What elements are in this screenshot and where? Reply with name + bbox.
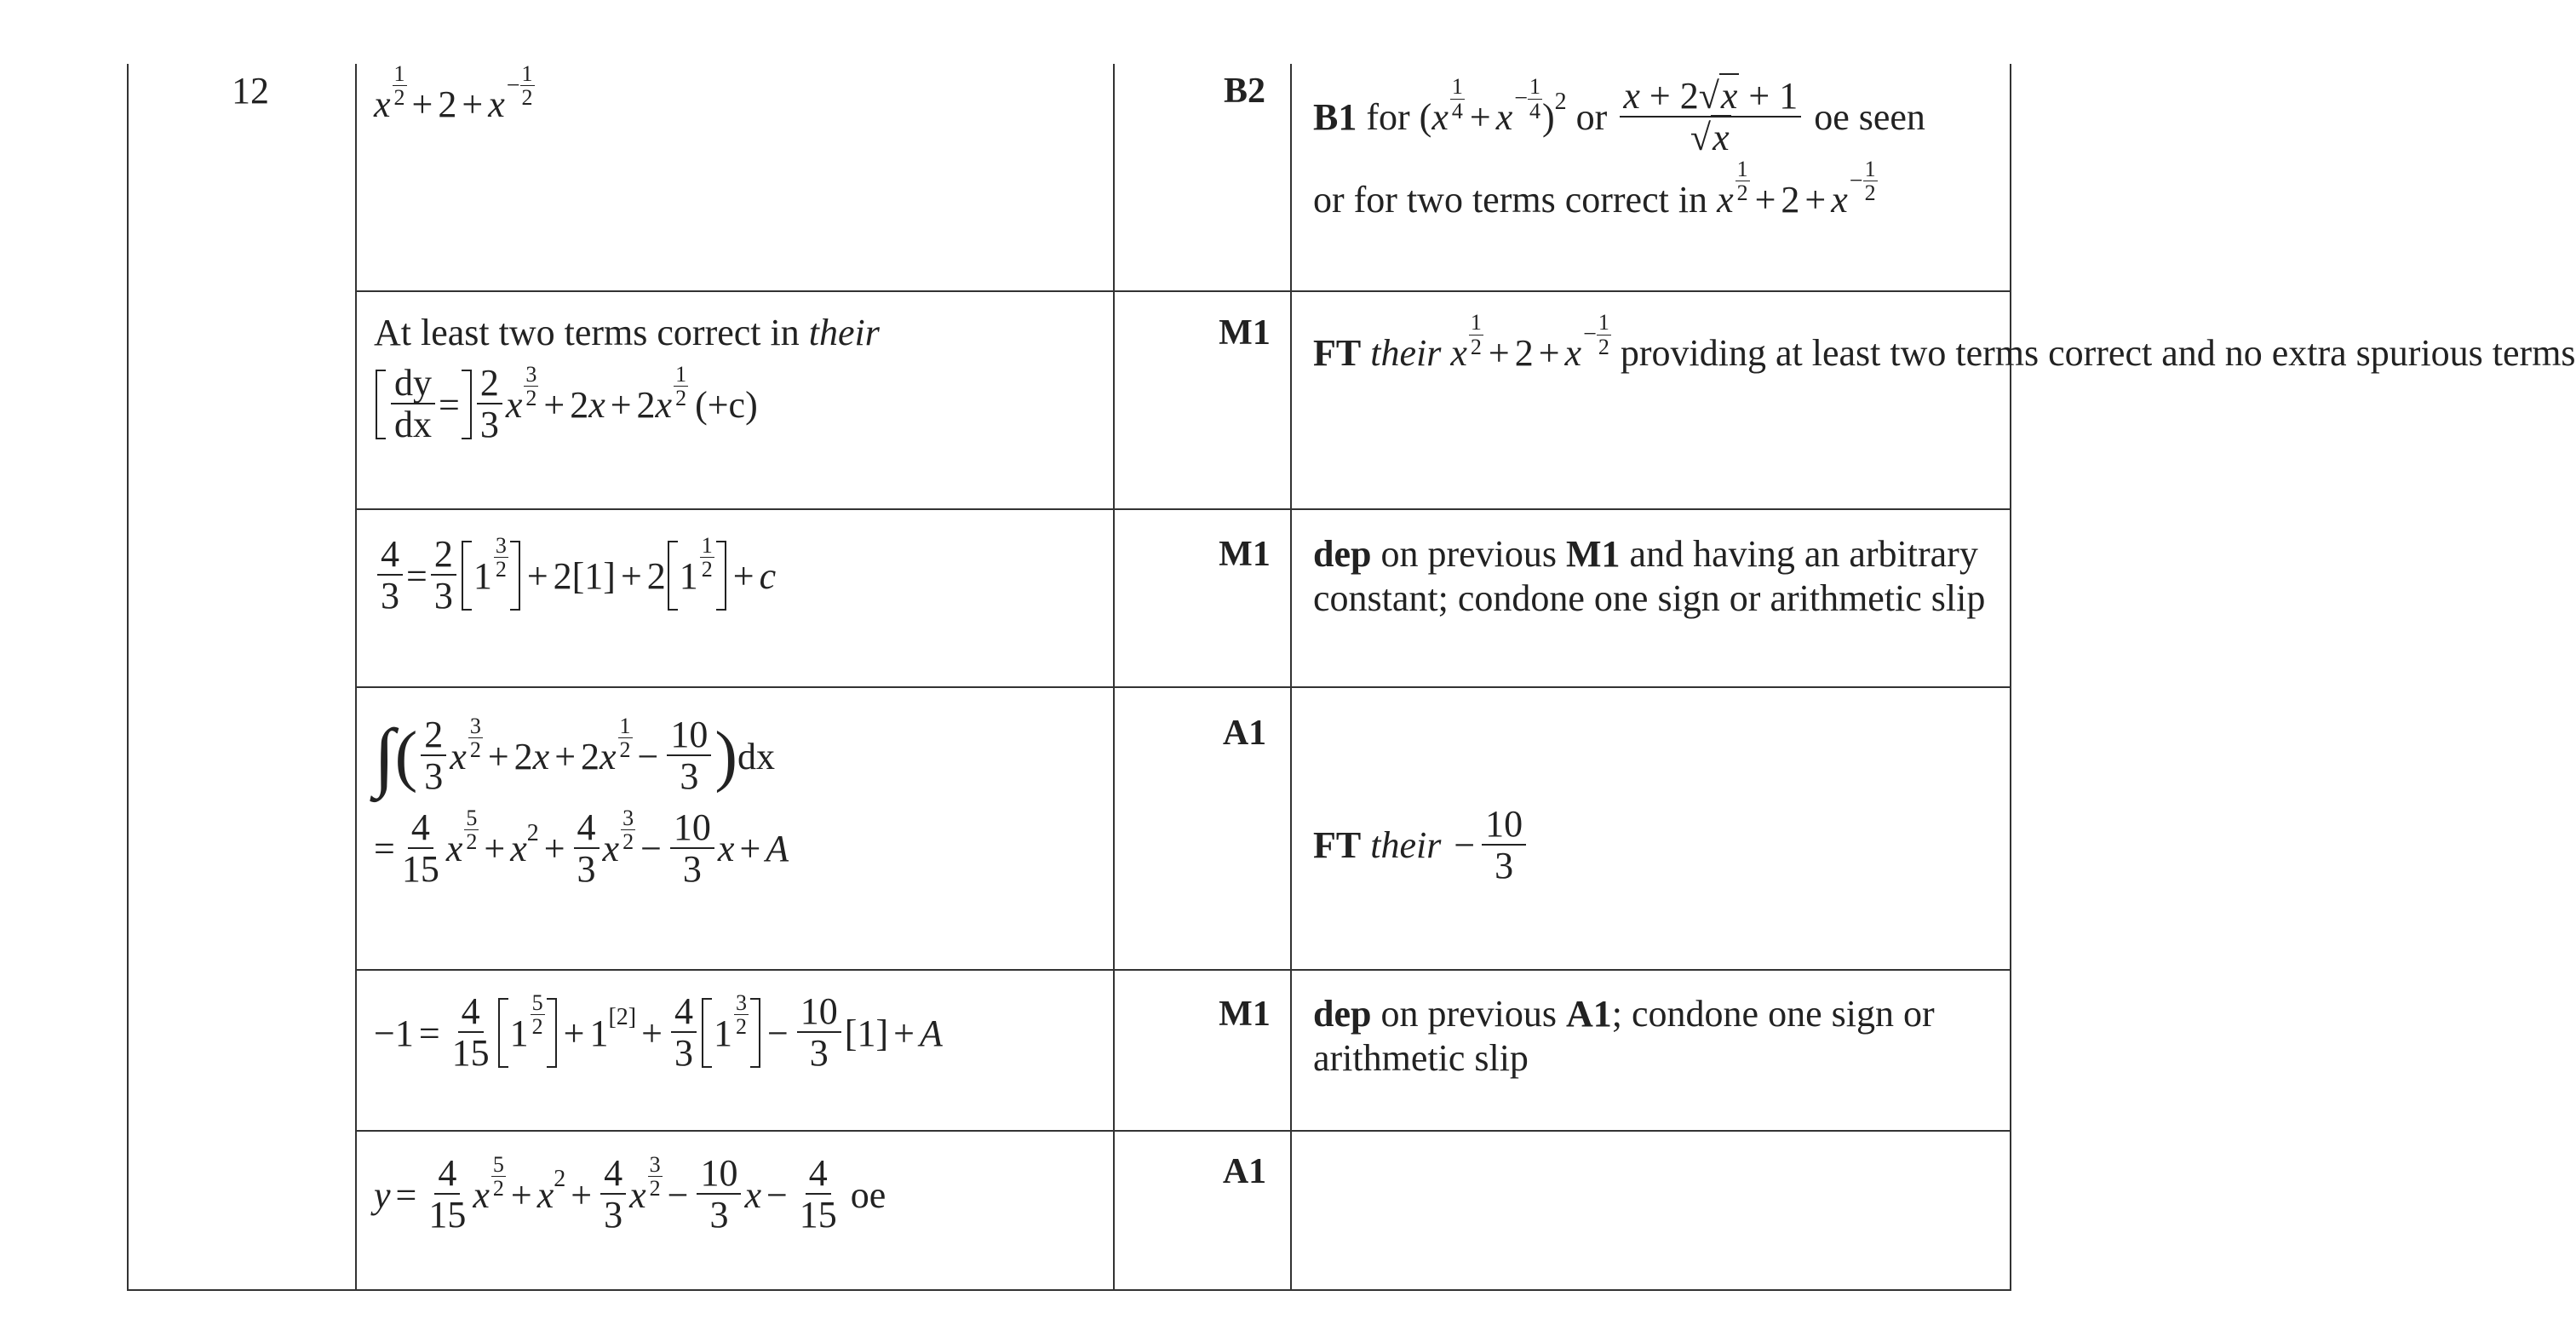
guidance-row-2: FT their x 1 2 + 2 + x − $\frac{1}{2}$ providing at least two terms correct and no extra spurious terms (1313, 310, 2576, 374)
col-divider-3 (1290, 64, 1292, 1291)
mark-row-1: B2 (1223, 72, 1265, 111)
mark-scheme-table (127, 61, 2576, 1291)
col-divider-2 (1113, 64, 1115, 1291)
left-border (127, 64, 129, 1291)
guidance-row-4: FT their − $\frac{10}{3}$ (1313, 805, 1994, 887)
answer-row-5: − 1 = $\frac{4}{15}$ 1 5 2 + 1 [2] + $\frac{4}{3}$ 1 3 2 − $\frac{10}{3}$ [1] + A (374, 989, 943, 1075)
mark-row-5: M1 (1219, 995, 1271, 1034)
row-divider-1 (355, 290, 2011, 292)
row-divider-5 (355, 1130, 2011, 1132)
row-divider-3 (355, 686, 2011, 688)
guidance-row-5: dep on previous A1; condone one sign or arithmetic slip (1313, 993, 1944, 1079)
answer-row-4: ∫ ( $\frac{2}{3}$ x 3 2 + 2 x + 2 x 1 2 − $\frac{10}{3}$ ) dx = $\frac{4}{15}$ x 5 2 + x 2 + $\frac{4}{3}$ x 3 2 − $\frac{10}{3}$ x + A (374, 713, 789, 890)
guidance-row-3: dep on previous M1 and having an arbitrary constant; condone one sign or arithmetic slip (1313, 533, 1988, 619)
mark-row-6: A1 (1222, 1152, 1267, 1191)
mark-row-2: M1 (1219, 313, 1271, 353)
question-number: 12 (232, 70, 269, 112)
answer-row-6: y = $\frac{4}{15}$ x 5 2 + x 2 + $\frac{4}{3}$ x 3 2 − $\frac{10}{3}$ x − $\frac{4}{15}$ oe (374, 1151, 886, 1236)
answer-row-3: $\frac{4}{3}$ = $\frac{2}{3}$ 1 3 2 + 2 [1] + 2 1 1 2 + c (374, 532, 1106, 617)
mark-row-3: M1 (1219, 535, 1271, 574)
answer-row-2: At least two terms correct in their $\frac{dy}{dx}$ = $\frac{2}{3}$ x 3 2 + 2 x + 2 x 1 2 (+c) (374, 312, 880, 446)
mark-row-4: A1 (1222, 714, 1267, 753)
row-divider-2 (355, 508, 2011, 510)
bottom-border (127, 1289, 2011, 1291)
guidance-row-1: B1 for ( x 1 4 + x − $\frac{1}{4}$ ) 2 or $\frac{x + 2√x + 1}{√x}$ oe seen or for two terms correct in x 1 2 + 2 + x − $\frac{1}{2}$ (1313, 74, 1925, 221)
row-divider-4 (355, 969, 2011, 971)
answer-row-1: x 1 2 + 2 + x − $\frac{1}{2}$ (374, 61, 533, 126)
right-border (2010, 64, 2011, 1291)
col-divider-1 (355, 64, 357, 1291)
